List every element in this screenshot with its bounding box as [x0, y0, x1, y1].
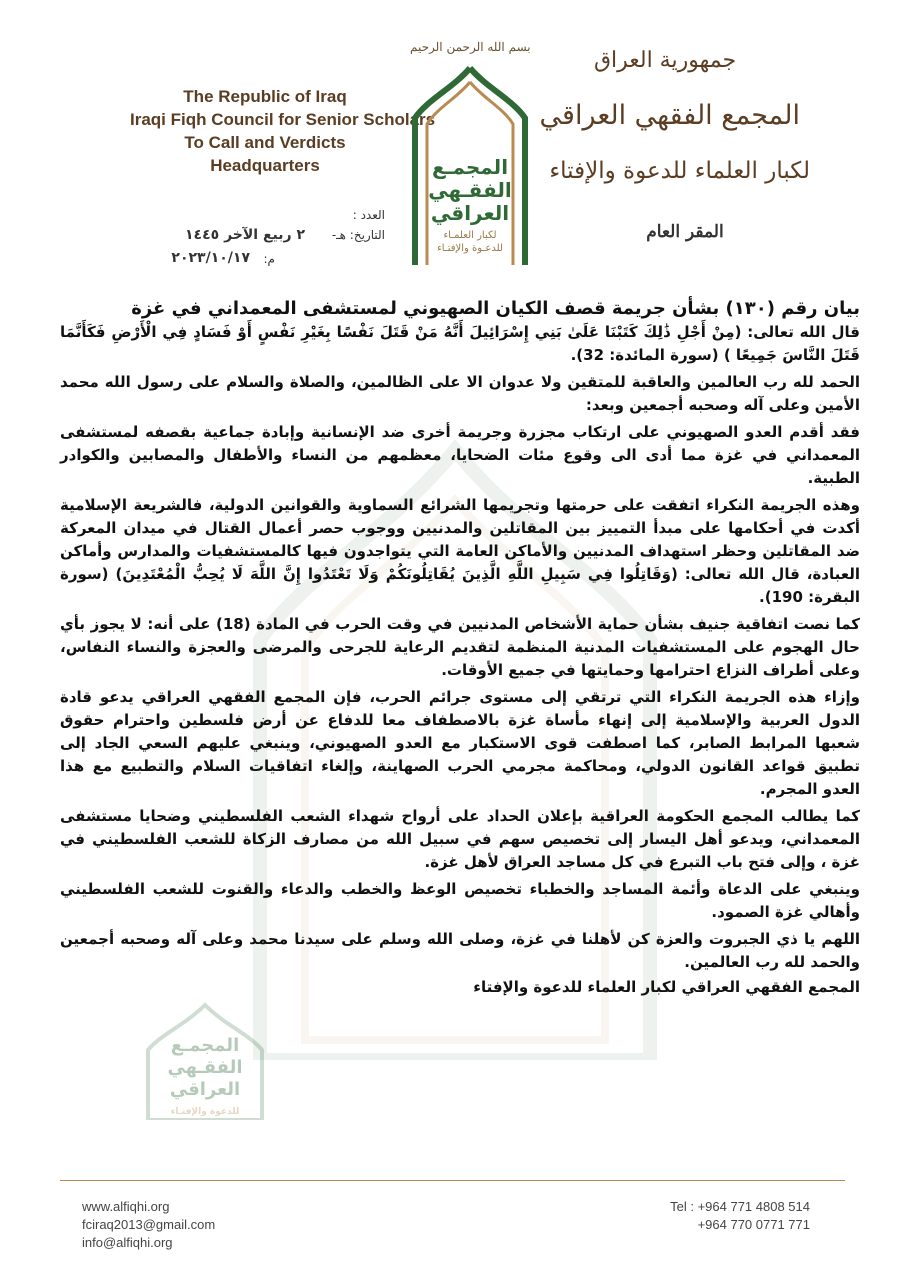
header-en-line-2: Iraqi Fiqh Council for Senior Scholars [130, 110, 436, 129]
logo-line-3: العراقي [430, 201, 510, 225]
logo-line-1: المجمـع [431, 155, 509, 179]
logo-sub-1: لكبار العلمـاء [443, 230, 497, 241]
header-en-line-4: Headquarters [210, 156, 320, 175]
watermark-text [150, 1035, 260, 1123]
header-en-line-1: The Republic of Iraq [183, 87, 347, 106]
hijri-date: ٢ ربيع الآخر ١٤٤٥ [185, 227, 305, 243]
footer-tel-2: +964 770 0771 771 [697, 1217, 810, 1232]
footer-contacts-left [82, 1198, 215, 1252]
statement-title: بيان رقم (١٣٠) بشأن جريمة قصف الكيان الصهيوني لمستشفى المعمداني في غزة [131, 298, 860, 319]
date-label: التاريخ: هـ- [331, 228, 385, 242]
paragraph-3: فقد أقدم العدو الصهيوني على ارتكاب مجزرة وجريمة أخرى ضد الإنسانية وإبادة جماعية بقصفه لمستشفى المعمداني في غزة مما أدى الى وقوع مئات الضحايا، معظمهم من النساء والأطفال والمصابين والكوادر الطبية. [60, 423, 860, 487]
footer-email-2[interactable]: info@alfiqhi.org [82, 1235, 173, 1250]
header-ar-hq: المقر العام [646, 222, 724, 242]
gregorian-date: ٢٠٢٣/١٠/١٧ [171, 250, 250, 266]
header-ar-council-2: لكبار العلماء للدعوة والإفتاء [549, 158, 810, 184]
signature: المجمع الفقهي العراقي لكبار العلماء للدعوة والإفتاء [473, 978, 860, 996]
paragraph-4: وهذه الجريمة النكراء اتفقت على حرمتها وتجريمها الشرائع السماوية والقوانين الدولية، فالشريعة الإسلامية أكدت في أحكامها على مبدأ التمييز بين المقاتلين والمدنيين ووجوب حصر أعمال القتال في ميدان المعركة ضد المقاتلين وحظر استهداف المدنيين والأماكن العامة التي يتواجدون فيها كالمستشفيات والمدارس وأماكن العبادة، قال الله تعالى: (وَقَاتِلُوا فِي سَبِيلِ اللَّهِ الَّذِينَ يُقَاتِلُونَكُمْ وَلَا تَعْتَدُوا إِنَّ اللَّهَ لَا يُحِبُّ الْمُعْتَدِينَ) (سورة البقرة: 190). [60, 496, 860, 606]
paragraph-5: كما نصت اتفاقية جنيف بشأن حماية الأشخاص المدنيين في وقت الحرب في المادة (18) على أنه: لا يجوز بأي حال الهجوم على المستشفيات المدنية المنظمة لتقديم الرعاية للجرحى والمرضى والعجزة والنساء النفاس، وعلى أطراف النزاع احترامها وحمايتها في جميع الأوقات. [60, 615, 861, 679]
paragraph-8: وينبغي على الدعاة وأئمة المساجد والخطباء تخصيص الوعظ والخطب والدعاء والقنوت للشعب الفلسطيني وأهالي غزة الصمود. [60, 880, 860, 921]
header-en-line-3: To Call and Verdicts [184, 133, 346, 152]
watermark-line1: المجمـع [170, 1035, 240, 1056]
footer-divider [60, 1180, 845, 1181]
paragraph-7: كما يطالب المجمع الحكومة العراقية بإعلان الحداد على أرواح شهداء الشعب الفلسطيني وضحايا مستشفى المعمداني، ويدعو أهل اليسار إلى تخصيص سهم في سبيل الله من مصارف الزكاة للشعب الفلسطيني في غزة ، وإلى فتح باب التبرع في كل مساجد العراق لأهل غزة. [60, 807, 860, 871]
paragraph-1: قال الله تعالى: (مِنْ أَجْلِ ذَٰلِكَ كَتَبْنَا عَلَىٰ بَنِي إِسْرَائِيلَ أَنَّهُ مَنْ قَتَلَ نَفْسًا بِغَيْرِ نَفْسٍ أَوْ فَسَادٍ فِي الْأَرْضِ فَكَأَنَّمَا قَتَلَ النَّاسَ جَمِيعًا ) (سورة المائدة: 32). [60, 323, 860, 364]
paragraph-2: الحمد لله رب العالمين والعاقبة للمتقين ولا عدوان الا على الظالمين، والصلاة والسلام على رسول الله محمد الأمين وعلى آله وصحبه أجمعين وبعد: [60, 373, 860, 414]
watermark-sub: للدعوة والإفتـاء [170, 1107, 240, 1117]
header-english [130, 85, 436, 177]
statement-body [60, 298, 860, 996]
watermark-line2: الفقـهي [167, 1057, 243, 1078]
logo-line-2: الفقـهي [428, 178, 512, 202]
basmala: بسم الله الرحمن الرحيم [410, 40, 531, 54]
paragraph-9: اللهم يا ذي الجبروت والعزة كن لأهلنا في غزة، وصلى الله وسلم على سيدنا محمد وعلى آله وصحبه أجمعين والحمد لله رب العالمين. [60, 930, 860, 971]
number-label: العدد : [352, 208, 385, 222]
footer-email-1[interactable]: fciraq2013@gmail.com [82, 1217, 216, 1232]
paragraph-6: وإزاء هذه الجريمة النكراء التي ترتقي إلى مستوى جرائم الحرب، فإن المجمع الفقهي العراقي يدعو قادة الدول العربية والإسلامية إلى إنهاء مأساة غزة بالاصطفاف معا للدفاع عن أرض فلسطين واحترام حقوق شعبها المرابط الصابر، كما اصطفت قوى الاستكبار مع العدو الصهيوني، وينبغي عليهم السعي الجاد إلى تطبيق قواعد القانون الدولي، ومحاكمة مجرمي الحرب الصهاينة، وإلغاء اتفاقيات السلام والتطبيع مع هذا العدو المجرم. [60, 688, 860, 798]
header-ar-council-1: المجمع الفقهي العراقي [539, 100, 800, 131]
footer-website[interactable]: www.alfiqhi.org [82, 1199, 170, 1214]
watermark-line3: العراقي [169, 1079, 241, 1100]
logo-sub-2: للدعـوة والإفتـاء [437, 243, 503, 254]
gregorian-label: م: [263, 252, 275, 266]
footer-tel-1: Tel : +964 771 4808 514 [670, 1199, 810, 1214]
footer-contacts-right [640, 1198, 810, 1234]
header-ar-republic: جمهورية العراق [593, 48, 737, 73]
